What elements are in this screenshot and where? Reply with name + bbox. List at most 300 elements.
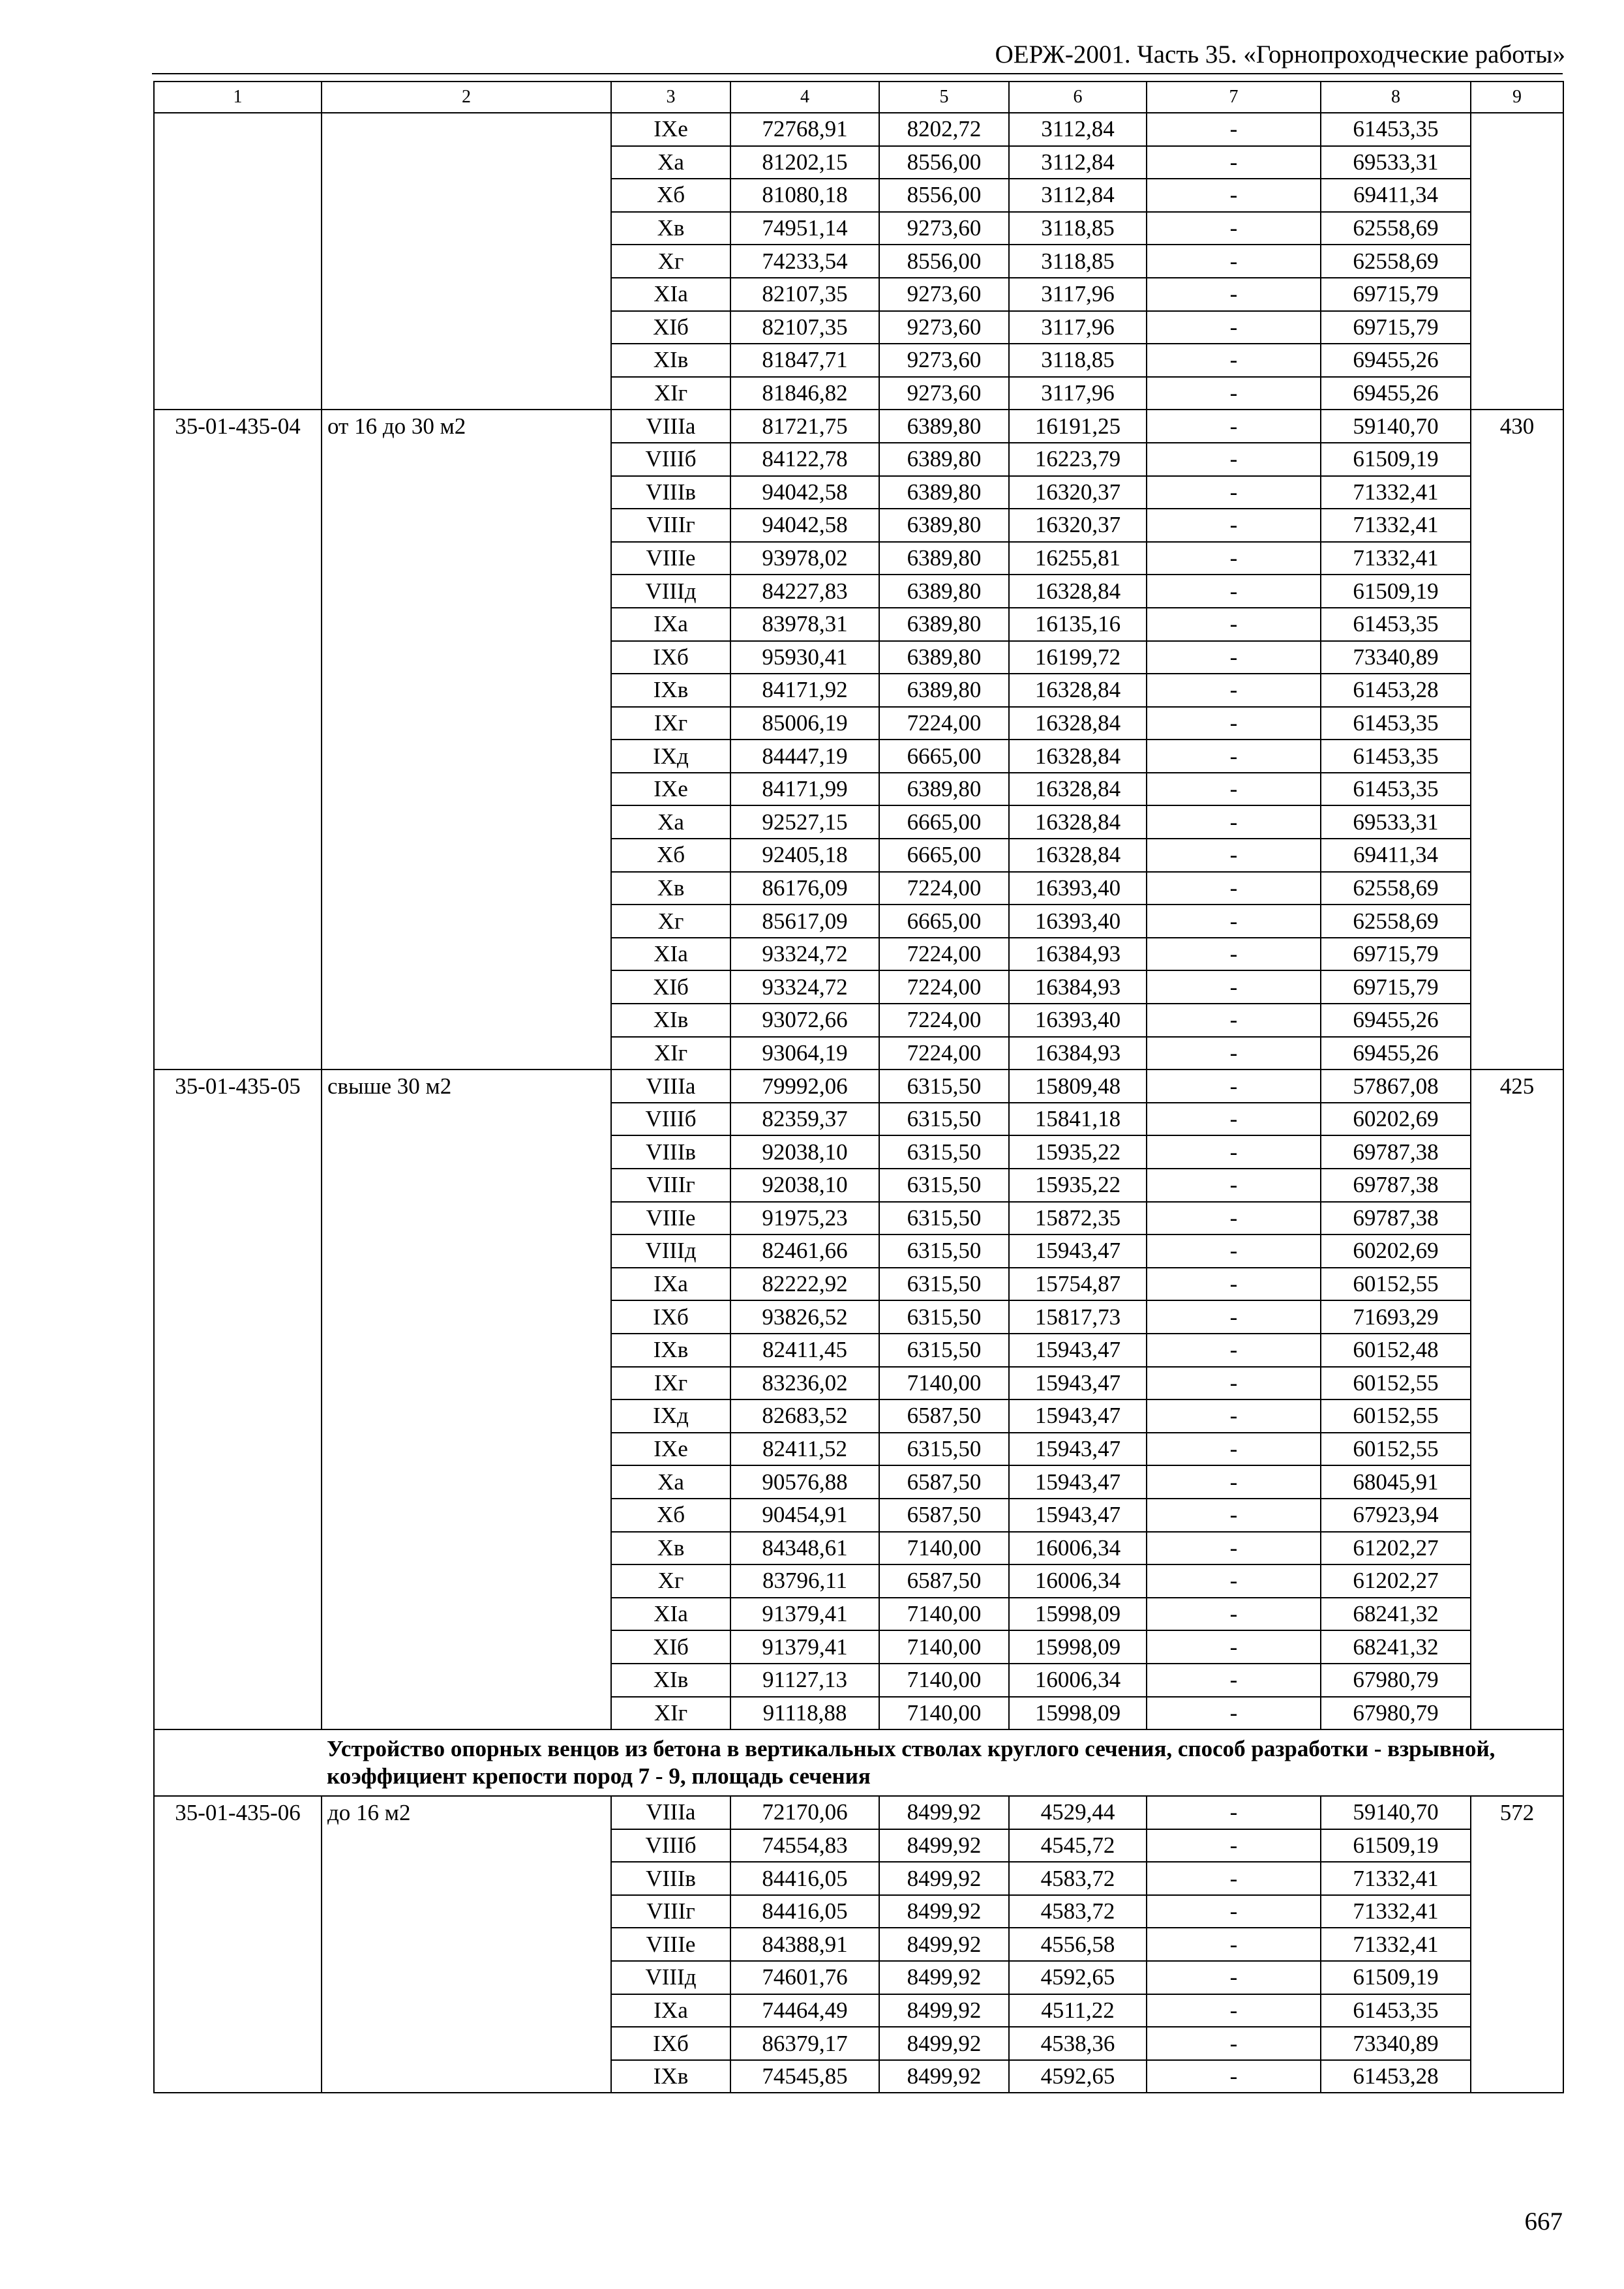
materials-cost-cell: 71332,41 bbox=[1321, 542, 1471, 575]
wages-cell: 6665,00 bbox=[879, 839, 1009, 872]
total-cost-cell: 82222,92 bbox=[730, 1268, 879, 1301]
materials-dash-cell: - bbox=[1147, 1895, 1321, 1928]
wages-cell: 6315,50 bbox=[879, 1334, 1009, 1367]
wages-cell: 6389,80 bbox=[879, 410, 1009, 443]
labor-cost-cell: 572 bbox=[1471, 1796, 1563, 2093]
machine-cost-cell: 3112,84 bbox=[1009, 146, 1147, 179]
materials-cost-cell: 61453,35 bbox=[1321, 707, 1471, 740]
materials-dash-cell: - bbox=[1147, 1994, 1321, 2027]
region-code-cell: VIIIв bbox=[611, 476, 730, 509]
materials-cost-cell: 71693,29 bbox=[1321, 1300, 1471, 1334]
total-cost-cell: 91379,41 bbox=[730, 1630, 879, 1664]
machine-cost-cell: 15935,22 bbox=[1009, 1135, 1147, 1169]
machine-cost-cell: 15809,48 bbox=[1009, 1070, 1147, 1103]
region-code-cell: Xa bbox=[611, 1465, 730, 1499]
wages-cell: 6315,50 bbox=[879, 1300, 1009, 1334]
wages-cell: 6587,50 bbox=[879, 1465, 1009, 1499]
materials-dash-cell: - bbox=[1147, 476, 1321, 509]
region-code-cell: Xг bbox=[611, 1564, 730, 1598]
total-cost-cell: 83796,11 bbox=[730, 1564, 879, 1598]
materials-dash-cell: - bbox=[1147, 1135, 1321, 1169]
wages-cell: 6315,50 bbox=[879, 1169, 1009, 1202]
column-number: 4 bbox=[730, 82, 879, 113]
total-cost-cell: 86379,17 bbox=[730, 2027, 879, 2060]
wages-cell: 7224,00 bbox=[879, 872, 1009, 905]
materials-cost-cell: 68241,32 bbox=[1321, 1598, 1471, 1631]
total-cost-cell: 86176,09 bbox=[730, 872, 879, 905]
materials-dash-cell: - bbox=[1147, 1367, 1321, 1400]
section-area-cell: до 16 м2 bbox=[322, 1796, 611, 2093]
total-cost-cell: 82411,52 bbox=[730, 1433, 879, 1466]
region-code-cell: Xб bbox=[611, 179, 730, 212]
wages-cell: 8202,72 bbox=[879, 113, 1009, 146]
materials-cost-cell: 73340,89 bbox=[1321, 641, 1471, 674]
total-cost-cell: 84171,92 bbox=[730, 674, 879, 707]
materials-cost-cell: 69455,26 bbox=[1321, 1004, 1471, 1037]
materials-dash-cell: - bbox=[1147, 1202, 1321, 1235]
machine-cost-cell: 4556,58 bbox=[1009, 1928, 1147, 1961]
wages-cell: 6665,00 bbox=[879, 805, 1009, 839]
materials-dash-cell: - bbox=[1147, 1037, 1321, 1070]
column-number: 1 bbox=[154, 82, 322, 113]
total-cost-cell: 93324,72 bbox=[730, 938, 879, 971]
machine-cost-cell: 3118,85 bbox=[1009, 212, 1147, 245]
column-number: 6 bbox=[1009, 82, 1147, 113]
materials-cost-cell: 62558,69 bbox=[1321, 905, 1471, 938]
wages-cell: 7224,00 bbox=[879, 938, 1009, 971]
total-cost-cell: 81846,82 bbox=[730, 377, 879, 410]
materials-dash-cell: - bbox=[1147, 2027, 1321, 2060]
wages-cell: 8556,00 bbox=[879, 179, 1009, 212]
region-code-cell: VIIIд bbox=[611, 1961, 730, 1994]
machine-cost-cell: 16384,93 bbox=[1009, 1037, 1147, 1070]
materials-dash-cell: - bbox=[1147, 410, 1321, 443]
machine-cost-cell: 16328,84 bbox=[1009, 740, 1147, 773]
materials-cost-cell: 73340,89 bbox=[1321, 2027, 1471, 2060]
total-cost-cell: 90576,88 bbox=[730, 1465, 879, 1499]
materials-dash-cell: - bbox=[1147, 938, 1321, 971]
wages-cell: 6389,80 bbox=[879, 443, 1009, 476]
table-row bbox=[154, 410, 1563, 443]
total-cost-cell: 81202,15 bbox=[730, 146, 879, 179]
materials-cost-cell: 71332,41 bbox=[1321, 476, 1471, 509]
materials-cost-cell: 59140,70 bbox=[1321, 1796, 1471, 1829]
materials-dash-cell: - bbox=[1147, 1433, 1321, 1466]
machine-cost-cell: 4592,65 bbox=[1009, 2060, 1147, 2093]
machine-cost-cell: 16393,40 bbox=[1009, 872, 1147, 905]
materials-cost-cell: 69411,34 bbox=[1321, 179, 1471, 212]
total-cost-cell: 82107,35 bbox=[730, 278, 879, 311]
wages-cell: 6315,50 bbox=[879, 1103, 1009, 1136]
machine-cost-cell: 16135,16 bbox=[1009, 608, 1147, 641]
materials-dash-cell: - bbox=[1147, 905, 1321, 938]
total-cost-cell: 93826,52 bbox=[730, 1300, 879, 1334]
materials-cost-cell: 67980,79 bbox=[1321, 1664, 1471, 1697]
region-code-cell: Xб bbox=[611, 839, 730, 872]
materials-cost-cell: 69787,38 bbox=[1321, 1135, 1471, 1169]
materials-cost-cell: 61453,35 bbox=[1321, 608, 1471, 641]
rate-code-cell: 35-01-435-05 bbox=[154, 1070, 322, 1729]
machine-cost-cell: 4583,72 bbox=[1009, 1895, 1147, 1928]
materials-dash-cell: - bbox=[1147, 377, 1321, 410]
materials-cost-cell: 57867,08 bbox=[1321, 1070, 1471, 1103]
wages-cell: 9273,60 bbox=[879, 311, 1009, 344]
materials-cost-cell: 61453,35 bbox=[1321, 113, 1471, 146]
total-cost-cell: 84416,05 bbox=[730, 1862, 879, 1895]
total-cost-cell: 74554,83 bbox=[730, 1829, 879, 1863]
total-cost-cell: 85617,09 bbox=[730, 905, 879, 938]
materials-dash-cell: - bbox=[1147, 2060, 1321, 2093]
machine-cost-cell: 15943,47 bbox=[1009, 1433, 1147, 1466]
materials-cost-cell: 69533,31 bbox=[1321, 146, 1471, 179]
materials-cost-cell: 71332,41 bbox=[1321, 509, 1471, 542]
total-cost-cell: 74951,14 bbox=[730, 212, 879, 245]
materials-dash-cell: - bbox=[1147, 674, 1321, 707]
materials-dash-cell: - bbox=[1147, 278, 1321, 311]
region-code-cell: Xг bbox=[611, 905, 730, 938]
page-header: ОЕРЖ-2001. Часть 35. «Горнопроходческие работы» bbox=[995, 40, 1565, 68]
machine-cost-cell: 16006,34 bbox=[1009, 1564, 1147, 1598]
region-code-cell: Xв bbox=[611, 212, 730, 245]
materials-dash-cell: - bbox=[1147, 1630, 1321, 1664]
region-code-cell: VIIIв bbox=[611, 1862, 730, 1895]
machine-cost-cell: 16328,84 bbox=[1009, 575, 1147, 608]
materials-dash-cell: - bbox=[1147, 740, 1321, 773]
machine-cost-cell: 3118,85 bbox=[1009, 245, 1147, 278]
total-cost-cell: 93072,66 bbox=[730, 1004, 879, 1037]
machine-cost-cell: 4545,72 bbox=[1009, 1829, 1147, 1863]
region-code-cell: VIIIд bbox=[611, 1234, 730, 1268]
total-cost-cell: 81721,75 bbox=[730, 410, 879, 443]
region-code-cell: VIIIг bbox=[611, 1895, 730, 1928]
section-area-cell: свыше 30 м2 bbox=[322, 1070, 611, 1729]
machine-cost-cell: 15943,47 bbox=[1009, 1399, 1147, 1433]
materials-cost-cell: 62558,69 bbox=[1321, 212, 1471, 245]
region-code-cell: XIa bbox=[611, 278, 730, 311]
wages-cell: 8499,92 bbox=[879, 1961, 1009, 1994]
materials-cost-cell: 59140,70 bbox=[1321, 410, 1471, 443]
wages-cell: 9273,60 bbox=[879, 278, 1009, 311]
total-cost-cell: 84122,78 bbox=[730, 443, 879, 476]
machine-cost-cell: 16328,84 bbox=[1009, 707, 1147, 740]
materials-cost-cell: 62558,69 bbox=[1321, 245, 1471, 278]
region-code-cell: IXв bbox=[611, 674, 730, 707]
wages-cell: 8556,00 bbox=[879, 245, 1009, 278]
section-title-row bbox=[154, 1729, 1563, 1796]
materials-cost-cell: 69715,79 bbox=[1321, 278, 1471, 311]
total-cost-cell: 93324,72 bbox=[730, 970, 879, 1004]
region-code-cell: XIв bbox=[611, 344, 730, 377]
materials-cost-cell: 61509,19 bbox=[1321, 575, 1471, 608]
materials-dash-cell: - bbox=[1147, 970, 1321, 1004]
materials-dash-cell: - bbox=[1147, 1664, 1321, 1697]
wages-cell: 6315,50 bbox=[879, 1234, 1009, 1268]
machine-cost-cell: 15943,47 bbox=[1009, 1367, 1147, 1400]
machine-cost-cell: 15754,87 bbox=[1009, 1268, 1147, 1301]
materials-dash-cell: - bbox=[1147, 1234, 1321, 1268]
materials-dash-cell: - bbox=[1147, 179, 1321, 212]
machine-cost-cell: 16384,93 bbox=[1009, 938, 1147, 971]
wages-cell: 6389,80 bbox=[879, 542, 1009, 575]
materials-cost-cell: 61509,19 bbox=[1321, 1961, 1471, 1994]
wages-cell: 7224,00 bbox=[879, 970, 1009, 1004]
region-code-cell: Xa bbox=[611, 146, 730, 179]
materials-cost-cell: 61453,28 bbox=[1321, 674, 1471, 707]
materials-cost-cell: 67980,79 bbox=[1321, 1697, 1471, 1730]
wages-cell: 6665,00 bbox=[879, 740, 1009, 773]
machine-cost-cell: 15998,09 bbox=[1009, 1598, 1147, 1631]
materials-dash-cell: - bbox=[1147, 1300, 1321, 1334]
region-code-cell: XIб bbox=[611, 970, 730, 1004]
wages-cell: 9273,60 bbox=[879, 344, 1009, 377]
region-code-cell: IXб bbox=[611, 641, 730, 674]
region-code-cell: IXa bbox=[611, 1994, 730, 2027]
wages-cell: 8499,92 bbox=[879, 1994, 1009, 2027]
materials-dash-cell: - bbox=[1147, 1499, 1321, 1532]
region-code-cell: VIIIд bbox=[611, 575, 730, 608]
total-cost-cell: 84227,83 bbox=[730, 575, 879, 608]
total-cost-cell: 81847,71 bbox=[730, 344, 879, 377]
wages-cell: 6389,80 bbox=[879, 476, 1009, 509]
table-row bbox=[154, 113, 1563, 146]
materials-dash-cell: - bbox=[1147, 1103, 1321, 1136]
machine-cost-cell: 15817,73 bbox=[1009, 1300, 1147, 1334]
materials-cost-cell: 60202,69 bbox=[1321, 1103, 1471, 1136]
wages-cell: 6389,80 bbox=[879, 674, 1009, 707]
total-cost-cell: 92527,15 bbox=[730, 805, 879, 839]
total-cost-cell: 92405,18 bbox=[730, 839, 879, 872]
wages-cell: 6587,50 bbox=[879, 1399, 1009, 1433]
region-code-cell: VIIIг bbox=[611, 1169, 730, 1202]
total-cost-cell: 84171,99 bbox=[730, 773, 879, 806]
machine-cost-cell: 16393,40 bbox=[1009, 905, 1147, 938]
machine-cost-cell: 3117,96 bbox=[1009, 377, 1147, 410]
machine-cost-cell: 16328,84 bbox=[1009, 674, 1147, 707]
materials-dash-cell: - bbox=[1147, 146, 1321, 179]
region-code-cell: VIIIг bbox=[611, 509, 730, 542]
total-cost-cell: 94042,58 bbox=[730, 476, 879, 509]
region-code-cell: IXг bbox=[611, 1367, 730, 1400]
region-code-cell: VIIIб bbox=[611, 1103, 730, 1136]
materials-dash-cell: - bbox=[1147, 1796, 1321, 1829]
machine-cost-cell: 3117,96 bbox=[1009, 278, 1147, 311]
header-rule bbox=[152, 73, 1563, 74]
materials-dash-cell: - bbox=[1147, 542, 1321, 575]
wages-cell: 7224,00 bbox=[879, 1037, 1009, 1070]
region-code-cell: IXв bbox=[611, 2060, 730, 2093]
wages-cell: 7140,00 bbox=[879, 1598, 1009, 1631]
wages-cell: 6315,50 bbox=[879, 1433, 1009, 1466]
machine-cost-cell: 16006,34 bbox=[1009, 1532, 1147, 1565]
materials-dash-cell: - bbox=[1147, 872, 1321, 905]
wages-cell: 6389,80 bbox=[879, 773, 1009, 806]
wages-cell: 7140,00 bbox=[879, 1664, 1009, 1697]
machine-cost-cell: 15872,35 bbox=[1009, 1202, 1147, 1235]
materials-dash-cell: - bbox=[1147, 773, 1321, 806]
materials-dash-cell: - bbox=[1147, 805, 1321, 839]
materials-dash-cell: - bbox=[1147, 245, 1321, 278]
wages-cell: 8499,92 bbox=[879, 1928, 1009, 1961]
total-cost-cell: 74233,54 bbox=[730, 245, 879, 278]
region-code-cell: VIIIб bbox=[611, 443, 730, 476]
total-cost-cell: 82461,66 bbox=[730, 1234, 879, 1268]
column-number: 3 bbox=[611, 82, 730, 113]
total-cost-cell: 79992,06 bbox=[730, 1070, 879, 1103]
machine-cost-cell: 16255,81 bbox=[1009, 542, 1147, 575]
region-code-cell: IXд bbox=[611, 740, 730, 773]
materials-dash-cell: - bbox=[1147, 707, 1321, 740]
region-code-cell: Xв bbox=[611, 1532, 730, 1565]
price-table-body bbox=[154, 82, 1563, 2093]
materials-dash-cell: - bbox=[1147, 1961, 1321, 1994]
column-number: 2 bbox=[322, 82, 611, 113]
section-area-cell: от 16 до 30 м2 bbox=[322, 410, 611, 1070]
total-cost-cell: 93978,02 bbox=[730, 542, 879, 575]
total-cost-cell: 91118,88 bbox=[730, 1697, 879, 1730]
materials-dash-cell: - bbox=[1147, 1465, 1321, 1499]
materials-cost-cell: 69787,38 bbox=[1321, 1202, 1471, 1235]
region-code-cell: VIIIб bbox=[611, 1829, 730, 1863]
materials-cost-cell: 69715,79 bbox=[1321, 311, 1471, 344]
machine-cost-cell: 15998,09 bbox=[1009, 1630, 1147, 1664]
section-title: Устройство опорных венцов из бетона в вертикальных стволах круглого сечения, способ разработки - взрывной, коэффициент крепости пород 7 - 9, площадь сечения bbox=[154, 1729, 1563, 1796]
page-number: 667 bbox=[1524, 2207, 1563, 2236]
region-code-cell: XIг bbox=[611, 377, 730, 410]
materials-dash-cell: - bbox=[1147, 1532, 1321, 1565]
materials-dash-cell: - bbox=[1147, 1928, 1321, 1961]
total-cost-cell: 74545,85 bbox=[730, 2060, 879, 2093]
region-code-cell: VIIIe bbox=[611, 542, 730, 575]
materials-dash-cell: - bbox=[1147, 1169, 1321, 1202]
wages-cell: 6315,50 bbox=[879, 1202, 1009, 1235]
section-area-cell bbox=[322, 113, 611, 410]
region-code-cell: XIa bbox=[611, 938, 730, 971]
machine-cost-cell: 15841,18 bbox=[1009, 1103, 1147, 1136]
materials-dash-cell: - bbox=[1147, 1004, 1321, 1037]
machine-cost-cell: 3117,96 bbox=[1009, 311, 1147, 344]
region-code-cell: VIIIв bbox=[611, 1135, 730, 1169]
region-code-cell: Xa bbox=[611, 805, 730, 839]
materials-cost-cell: 61453,35 bbox=[1321, 1994, 1471, 2027]
total-cost-cell: 84388,91 bbox=[730, 1928, 879, 1961]
region-code-cell: VIIIa bbox=[611, 1070, 730, 1103]
materials-cost-cell: 61509,19 bbox=[1321, 1829, 1471, 1863]
total-cost-cell: 92038,10 bbox=[730, 1135, 879, 1169]
region-code-cell: VIIIa bbox=[611, 1796, 730, 1829]
total-cost-cell: 72170,06 bbox=[730, 1796, 879, 1829]
region-code-cell: IXe bbox=[611, 773, 730, 806]
region-code-cell: Xг bbox=[611, 245, 730, 278]
machine-cost-cell: 15943,47 bbox=[1009, 1334, 1147, 1367]
machine-cost-cell: 16223,79 bbox=[1009, 443, 1147, 476]
wages-cell: 8499,92 bbox=[879, 2027, 1009, 2060]
labor-cost-cell bbox=[1471, 113, 1563, 410]
wages-cell: 6587,50 bbox=[879, 1499, 1009, 1532]
machine-cost-cell: 3112,84 bbox=[1009, 113, 1147, 146]
machine-cost-cell: 16328,84 bbox=[1009, 839, 1147, 872]
materials-dash-cell: - bbox=[1147, 608, 1321, 641]
total-cost-cell: 91127,13 bbox=[730, 1664, 879, 1697]
materials-cost-cell: 68045,91 bbox=[1321, 1465, 1471, 1499]
region-code-cell: Xб bbox=[611, 1499, 730, 1532]
wages-cell: 9273,60 bbox=[879, 212, 1009, 245]
total-cost-cell: 95930,41 bbox=[730, 641, 879, 674]
table-row bbox=[154, 1070, 1563, 1103]
wages-cell: 7140,00 bbox=[879, 1630, 1009, 1664]
machine-cost-cell: 16191,25 bbox=[1009, 410, 1147, 443]
materials-cost-cell: 61202,27 bbox=[1321, 1564, 1471, 1598]
materials-cost-cell: 71332,41 bbox=[1321, 1895, 1471, 1928]
materials-dash-cell: - bbox=[1147, 1268, 1321, 1301]
table-row bbox=[154, 1796, 1563, 1829]
wages-cell: 6665,00 bbox=[879, 905, 1009, 938]
materials-dash-cell: - bbox=[1147, 575, 1321, 608]
wages-cell: 7140,00 bbox=[879, 1367, 1009, 1400]
machine-cost-cell: 3118,85 bbox=[1009, 344, 1147, 377]
region-code-cell: IXa bbox=[611, 1268, 730, 1301]
materials-dash-cell: - bbox=[1147, 1070, 1321, 1103]
total-cost-cell: 91379,41 bbox=[730, 1598, 879, 1631]
machine-cost-cell: 15943,47 bbox=[1009, 1465, 1147, 1499]
wages-cell: 6587,50 bbox=[879, 1564, 1009, 1598]
machine-cost-cell: 16006,34 bbox=[1009, 1664, 1147, 1697]
machine-cost-cell: 16384,93 bbox=[1009, 970, 1147, 1004]
machine-cost-cell: 4511,22 bbox=[1009, 1994, 1147, 2027]
wages-cell: 8556,00 bbox=[879, 146, 1009, 179]
region-code-cell: XIб bbox=[611, 1630, 730, 1664]
total-cost-cell: 82683,52 bbox=[730, 1399, 879, 1433]
region-code-cell: IXe bbox=[611, 113, 730, 146]
region-code-cell: VIIIe bbox=[611, 1928, 730, 1961]
column-number-row bbox=[154, 82, 1563, 113]
total-cost-cell: 94042,58 bbox=[730, 509, 879, 542]
column-number: 8 bbox=[1321, 82, 1471, 113]
machine-cost-cell: 3112,84 bbox=[1009, 179, 1147, 212]
materials-cost-cell: 69455,26 bbox=[1321, 1037, 1471, 1070]
region-code-cell: XIв bbox=[611, 1004, 730, 1037]
machine-cost-cell: 16393,40 bbox=[1009, 1004, 1147, 1037]
region-code-cell: IXб bbox=[611, 2027, 730, 2060]
rate-code-cell bbox=[154, 113, 322, 410]
labor-cost-cell: 425 bbox=[1471, 1070, 1563, 1729]
materials-dash-cell: - bbox=[1147, 1598, 1321, 1631]
materials-cost-cell: 71332,41 bbox=[1321, 1862, 1471, 1895]
wages-cell: 7224,00 bbox=[879, 707, 1009, 740]
materials-dash-cell: - bbox=[1147, 113, 1321, 146]
materials-cost-cell: 68241,32 bbox=[1321, 1630, 1471, 1664]
materials-cost-cell: 62558,69 bbox=[1321, 872, 1471, 905]
rate-code-cell: 35-01-435-04 bbox=[154, 410, 322, 1070]
materials-cost-cell: 71332,41 bbox=[1321, 1928, 1471, 1961]
machine-cost-cell: 4529,44 bbox=[1009, 1796, 1147, 1829]
materials-dash-cell: - bbox=[1147, 443, 1321, 476]
materials-cost-cell: 60152,55 bbox=[1321, 1433, 1471, 1466]
total-cost-cell: 83978,31 bbox=[730, 608, 879, 641]
machine-cost-cell: 15998,09 bbox=[1009, 1697, 1147, 1730]
machine-cost-cell: 16320,37 bbox=[1009, 476, 1147, 509]
total-cost-cell: 72768,91 bbox=[730, 113, 879, 146]
total-cost-cell: 74601,76 bbox=[730, 1961, 879, 1994]
machine-cost-cell: 15943,47 bbox=[1009, 1499, 1147, 1532]
wages-cell: 8499,92 bbox=[879, 1895, 1009, 1928]
region-code-cell: IXв bbox=[611, 1334, 730, 1367]
total-cost-cell: 82107,35 bbox=[730, 311, 879, 344]
materials-dash-cell: - bbox=[1147, 641, 1321, 674]
column-number: 9 bbox=[1471, 82, 1563, 113]
price-table bbox=[153, 81, 1564, 2093]
materials-cost-cell: 61453,35 bbox=[1321, 740, 1471, 773]
rate-code-cell: 35-01-435-06 bbox=[154, 1796, 322, 2093]
